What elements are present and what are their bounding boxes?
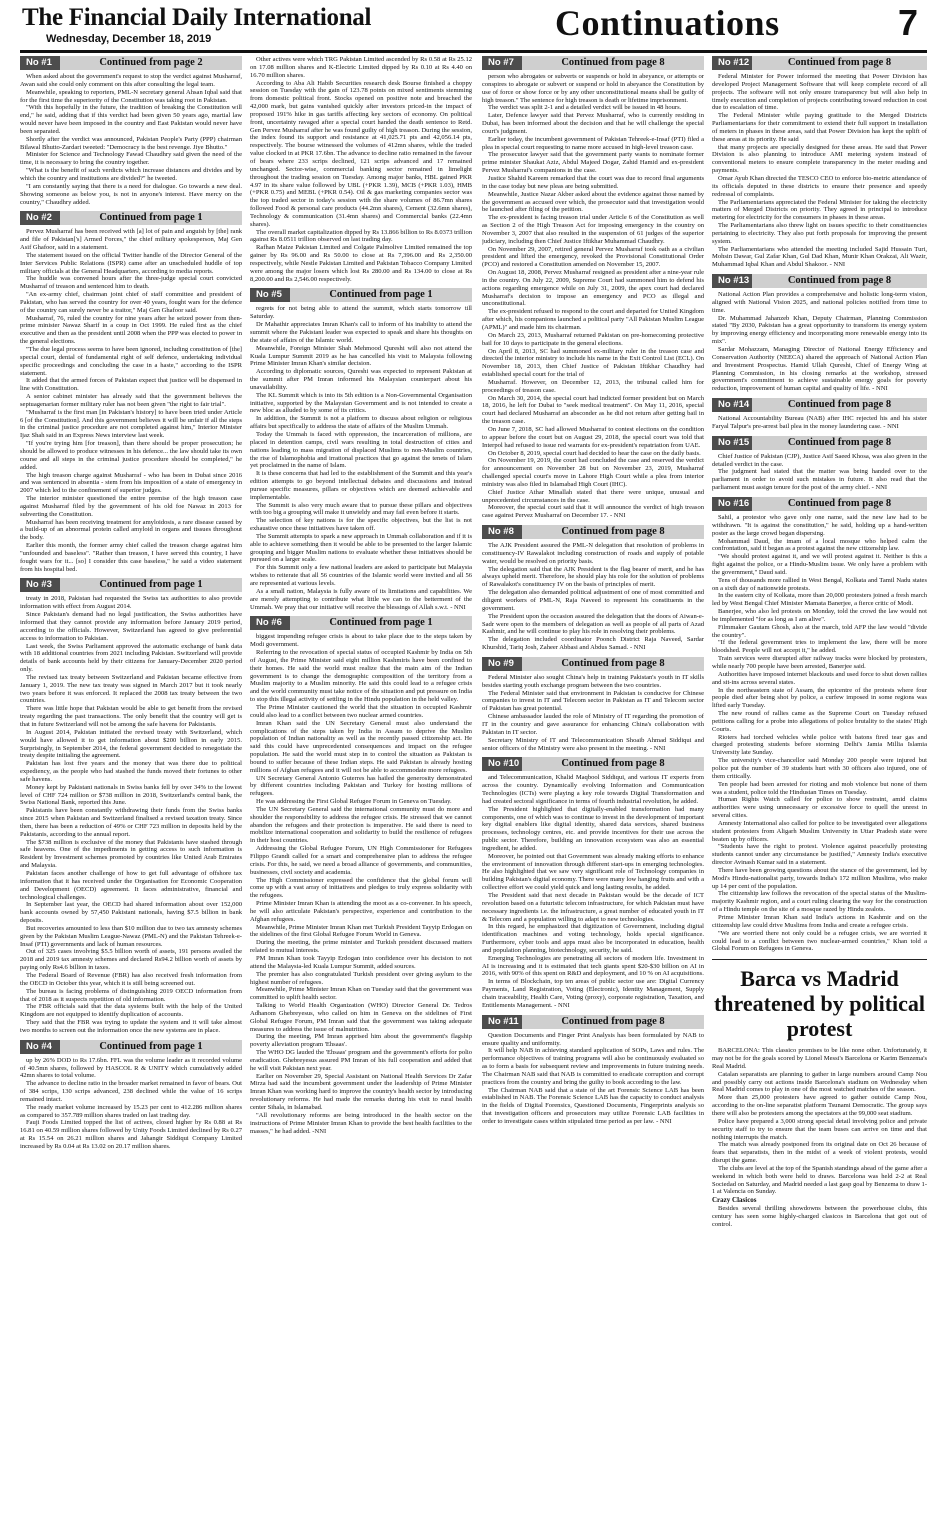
story-body (250, 56, 472, 283)
paragraph: Chief Justice of Pakistan (CJP), Justice Asif Saeed Khosa, was also given in the detailed verdict in the case. (712, 452, 927, 468)
paragraph: National Action Plan provides a comprehensive and holistic long-term vision, aligned with National Vision 2025, and national policies notified from time to time. (712, 291, 927, 314)
continuation-header (482, 525, 704, 539)
continuation-number: No #13 (712, 274, 752, 288)
story-body (482, 73, 704, 520)
paragraph: The Federal Board of Revenue (FBR) has also received fresh information from the OECD in October this year, which it is still being screened out. (20, 971, 242, 987)
continuation-number: No #4 (20, 1040, 60, 1054)
paragraph: Banerjee, who also led protests on Monday, told the crowd the law would not be implemented "for as long as I am alive". (712, 608, 927, 623)
paragraph: Emerging Technologies are penetrating all sectors of modern life. Investment in AI is increasing and it is estimated that tech giants spent $20-$30 billion on AI in 2016, with 90% of this spent on R&D and deployment, and 10 % on AI acquisitions. (482, 954, 704, 978)
continuation-story (482, 1015, 704, 1126)
continuation-number: No #10 (482, 757, 522, 771)
continuation-story (250, 56, 472, 283)
continuation-number: No #1 (20, 56, 60, 70)
paragraph: "Students have the right to protest. Violence against peacefully protesting students cannot under any circumstance be justified," Amnesty India's executive director Avinash Kumar said in a statement. (712, 843, 927, 867)
paragraph: Dr. Muhammad Jahanzeb Khan, Deputy Chairman, Planning Commission stated "By 2030, Pakistan has a great opportunity to transform its energy system by improving energy efficiency and incorporating more renewable energy into its mix". (712, 314, 927, 346)
paragraph: "We are worried there not only could be a refugee crisis, we are worried it could lead to a conflict between two nuclear-armed countries," Khan told a Global Forum on Refugees in Geneva. (712, 929, 927, 953)
paragraph: They said that the FBR was trying to update the system and it will take almost two months to screen out the information once the new systems are in place. (20, 1019, 242, 1034)
continuation-number: No #12 (712, 56, 752, 70)
paragraph: The interior minister questioned the entire premise of the high treason case against Musharraf filed by the government of his old foe Nawaz in 2013 for subverting the Constitution. (20, 495, 242, 518)
paragraph: The President said that next decade in Pakistan would be the decade of ICT revolution based on a futuristic telecom infrastructure, for which Pakistan must have necessary ingredients i.e. the infrastructure, a great number of educated youth in IT & Telecom and a population willing to adapt to new technologies. (482, 892, 704, 923)
feature-paragraph: Police have prepared a 3,000 strong special detail involving police and private security staff to try to ensure that the team buses can arrive on time and that nothing interrupts the match. (712, 1117, 927, 1141)
paragraph: Rafhan Maize Pakistan Limited and Colgate Palmolive Limited remained the top gainer by Rs 96.00 and Rs 50.00 to close at Rs 7,396.00 and Rs 2,350.00 respectively, while Nestle Pakistan Limited and Pakistan Tobacco Company Limited were among the major losers which lost Rs 280.00 and Rs 134.00 to close at Rs 8,200.00 and Rs 2,546.00 respectively. (250, 244, 472, 283)
paragraph: The statement issued on the official Twitter handle of the Director General of the Inter Services Public Relations (ISPR) came after an unscheduled huddle of top military officials at the General Headquarters, according to media reports. (20, 251, 242, 275)
story-body (482, 1032, 704, 1126)
continuation-number: No #14 (712, 398, 752, 412)
paragraph: He was addressing the First Global Refugee Forum in Geneva on Tuesday. (256, 798, 452, 806)
continuation-title: Continued from page 1 (99, 579, 203, 591)
paragraph: Minister for Science and Technology Fawad Chaudhry said given the need of the time, it is necessary to bring the country together. (20, 151, 242, 167)
paragraph: On March 23, 2013, Musharraf returned Pakistan on pre-homecoming protective bail for 10 days to participate in the general elections. (482, 331, 704, 347)
continuation-title: Continued from page 2 (99, 57, 203, 68)
paragraph: According to Aba Ali Habib Securities research desk Bourse finished a choppy session on Tuesday with the gain of 123.78 points on mixed sentiments stemming from domestic political front. Stocks opened on positive note and breached the 42,000 mark, but gains vanished quickly after investors priced-in the impact of proposed 191% hike in gas tariffs affecting key sectors of economy. On political front, uncertainty ravaged after a special court handed the death sentence to Retd. Gen Pervez Musharraf after he was found guilty of high treason. During the session, the index found its support and resistance at 41,025.71 pts and 42,056.14 pts, respectively. The bourse witnessed the volumes of 412mn shares, while the traded value clocked in at PKR 17.6bn. The advance to decline ratio remained in the favour of bears where 233 scrips declined, 121 scrips advanced and 17 remained unchanged. Sector-wise, commercial banking sector remained in limelight throughout the trading session on Tuesday. Among major banks, HBL gained PKR 4.97 in its share value followed by UBL (+PKR 1.39), MCB (+PKR 1.03), HMB (+PKR 0.75) and MEBL (+PKR 0.54). Oil & gas marketing companies sector was the top traded sector in today's session with the share volumes of 86.7mn shares followed Food & personal care products (44.2mn shares), Cement (32.6mn shares), Technology & communication (31.4mn shares) and Commercial banks (22.4mn shares). (250, 79, 472, 228)
paragraph: Federal Minister also sought China's help in training Pakistan's youth in IT skills besides starting youth exchange program between the two countries. (482, 673, 704, 689)
paragraph: Question Documents and Finger Print Analysis has been formulated by NAB to ensure quality and uniformity. (482, 1031, 704, 1047)
paragraph: There have been growing questions about the stance of the government, led by Modi's Hindu-nationalist party, towards India's 172 million Muslims, who make up 14 per cent of the population. (712, 866, 927, 890)
paragraph: As a small nation, Malaysia is fully aware of its limitations and capabilities. We are merely attempting to contribute what little we can to the betterment of the Ummah. We pray that our initiative will receive the blessings of Allah s.w.t. - NNI (250, 587, 472, 611)
paragraph: Pakistan faces another challenge of how to get full advantage of offshore tax information that it has received under the Organisation for Economic Cooperation and Development (OECD) agreement. It faces administrative, financial and technological challenges. (20, 870, 242, 901)
paragraph: Pakistanis have been constantly withdrawing their funds from the Swiss banks since 2015 when Pakistan and Switzerland finalised a revised taxation treaty. Since then, there has been a reduction of 49% or CHF 723 million in deposits held by the Pakistanis, according to the annual report. (20, 807, 242, 838)
paragraph: Meanwhile, Foreign Minister Shah Mehmood Qureshi will also not attend the Kuala Lumpur Summit 2019 as he has cancelled his visit to Malaysia following Prime Minister Imran Khan's similar decision. (250, 344, 472, 368)
continuation-story (482, 525, 704, 652)
feature-subhead: Crazy Clasicos (712, 1196, 757, 1205)
feature-paragraph: Catalan separatists are planning to gather in large numbers around Camp Nou and possibly carry out actions inside Barcelona's stadium on Wednesday when Real Madrid comes to play in one of the most watched matches of the season. (712, 1070, 927, 1094)
paragraph: Other actives were which TRG Pakistan Limited ascended by Rs 0.58 at Rs 25.12 on 17.08 million shares and K-Electric Limited dipped by Rs 0.10 at Rs 4.40 on 16.70 million shares. (250, 56, 472, 79)
continuation-story (482, 657, 704, 752)
paragraph: The President highlighted that digitally-enabled transformation had many components, one of which was to continue to invest in the development of important key digital enablers like digital identity, shared data services, shared business processes, technology centres, etc. and provide incentives for their use across the public sector. Therefore, building an innovation ecosystem was also an essential ingredient, he added. (482, 805, 704, 852)
paragraph: Meanwhile, Prime Minister Imran Khan on Tuesday said that the government was committed to uplift health sector. (250, 986, 472, 1002)
paragraph: Sardar Mohazzam, Managing Director of National Energy Efficiency and Conservation Authority (NEECA) shared the approach of National Action Plan and Investment Prospectus. Hamid Ullah Qureshi, Chief of Energy Wing at Planning Commission, in his closing remarks at the workshop, stressed government's commitment to achieve sustainable energy goals for poverty reduction, improvement of human capital and quality of life. - NNI (712, 346, 927, 393)
continuation-story (20, 56, 242, 206)
paragraph: Federal Minister for Power informed the meeting that Power Division has developed Project Management Software that will keep complete record of all projects. The software will not only ensure transparency but will also help in timely execution and completion of projects contributing toward reduction in cost due to escalation of time. (712, 73, 927, 112)
paragraph: regrets for not being able to attend the summit, which starts tomorrow till Saturday. (250, 305, 472, 321)
paragraph: It is these concerns that had led to the establishment of the Summit and this year's edition attempts to go beyond intellectual debates and discussions and instead pursue specific measures, pillars or objectives which are deemed achievable and implementable. (250, 470, 472, 501)
paragraph: The Federal Minister said that environment in Pakistan is conducive for Chinese companies to invest in IT and Telecom sector in Pakistan as IT and Telecom sector of Pakistan has great potential. (482, 689, 704, 713)
continuation-number: No #16 (712, 497, 752, 511)
paragraph: The overall market capitalization dipped by Rs 13.866 billion to Rs 8.0373 trillion against Rs 8.0511 trillion observed on last trading day. (250, 228, 472, 244)
paragraph: The selection of key nations is for the specific objectives, but the list is not exhaustive once these initiatives have taken off. (250, 517, 472, 533)
paragraph: In August 2014, Pakistan initiated the revised treaty with Switzerland, which would have allowed it to get information about $200 billion in early 2015. Surprisingly, in September 2014, the federal government decided to renegotiate the treaty despite initialing the agreement. (20, 728, 242, 760)
paragraph: "All revolutionary reforms are being introduced in the health sector on the instructions of Prime Minister Imran Khan to provide the best health facilities to the masses," he had added. -NNI (250, 1111, 472, 1135)
paragraph: When asked about the government's request to stop the verdict against Musharraf, Awan said she could only comment on this after consulting the legal team. (20, 73, 242, 88)
story-body (712, 291, 927, 393)
paragraph: Moreover, he pointed out that Government was already making efforts to enhance the environment of innovation through different start-ups in emerging technologies. He also highlighted that we saw very significant role of Technology companies in building Pakistan's digital economy. There were many low hanging fruits and with a collective effort we could yield quick and long lasting results, he added. (482, 852, 704, 892)
paragraph: The judgment had stated that the matter was being handed over to the parliament in order to avoid such mistakes in future. It also read that the parliament must assign tenure for the post of the army chief. - NNI (712, 468, 927, 492)
continuation-title: Continued from page 8 (561, 758, 665, 770)
paragraph: The high treason charge against Musharraf - who has been in Dubai since 2016 and was sentenced in absentia - stem from his imposition of a state of emergency in 2007 which led to the confinement of superior judges. (20, 471, 242, 495)
paragraph: Ten people had been arrested for rioting and mob violence but none of them was a student, police told the Hindustan Times on Tuesday. (712, 780, 927, 796)
paragraph: Omar Ayub Khan directed the TESCO CEO to enforce bio-metric attendance of its officials deputed in these districts to ensure their presence and speedy redressal of complaints. (712, 174, 927, 198)
paragraph: Sahil, a protestor who gave only one name, said the new law had to be withdrawn. "It is against the constitution," he said, holding up a hand-written poster as the large crowd began dispersing. (712, 513, 927, 537)
continuation-header (20, 56, 242, 70)
continuation-header (20, 1040, 242, 1054)
continuation-story (712, 497, 927, 953)
paragraph: The huddle was convened hours after the three-judge special court convicted Musharraf of treason and sentenced him to death. (20, 275, 242, 291)
section-title: Continuations (555, 3, 780, 43)
continuation-header (712, 497, 927, 511)
paragraph: Rioters had torched vehicles while police with batons fired tear gas and charged protesting students before storming Delhi's Jamia Millia Islamia University late Sunday. (712, 733, 927, 757)
story-body (712, 73, 927, 269)
story-body (482, 774, 704, 1009)
continuation-story (20, 1040, 242, 1151)
story-body (712, 514, 927, 953)
paragraph: Secretary Ministry of IT and Telecommunication Shoaib Ahmad Siddiqui and senior officers of the Ministry were also present in the meeting. - NNI (482, 736, 704, 752)
continuation-header (712, 56, 927, 70)
paragraph: Mohammad Daud, the imam of a local mosque who helped calm the confrontation, said it began as a protest against the new citizenship law. (712, 537, 927, 553)
continuation-header (250, 616, 472, 630)
paragraph: A senior cabinet minister has already said that the government believes the septuagenarian former military ruler has not been given "the right to fair trial". (20, 393, 242, 408)
paragraph: and Telecommunication, Khalid Maqbool Siddiqui, and various IT experts from across the country. Dynamically evolving Information and Communication Technologies (ICTs) were playing a key role towards Digital Transformation and had created sectoral significance in terms of fourth industrial revolution, he added. (482, 774, 704, 805)
feature-paragraph: BARCELONA: This classico promises to be like none other. Unfortunately, it may not be for the goals scored by Lionel Messi's Barcelona or Karim Benzema's Real Madrid. (712, 1047, 927, 1070)
paragraph: The ex-president refused to respond to the court and departed for United Kingdom after which, his companions launched a political party "All Pakistan Muslim League (APML)" and made him its chairman. (482, 308, 704, 331)
continuation-title: Continued from page 8 (787, 57, 892, 68)
continuation-title: Continued from page 1 (99, 212, 203, 224)
paragraph: Dr Mahathir appreciates Imran Khan's call to inform of his inability to attend the summit where the Pakistani leader was expected to speak and share his thoughts on the state of affairs of the Islamic world. (250, 321, 472, 344)
feature-paragraph: Besides several thrilling showdowns between the powerhouse clubs, this century has seen some highly-charged clasicos in Barcelona that got out of control. (712, 1205, 927, 1228)
continuation-number: No #5 (250, 288, 290, 302)
paragraph: The delegation also demanded political adjustment of one of most committed and diligent workers of PML-N, Raja Naveed to represent his constituents in the government. (482, 589, 704, 612)
paragraph: Earlier this month, the former army chief called the treason charge against him "unfounded and baseless". "Rather than treason, I have served this country, I have fought wars for it... [so] I consider this case baseless," he said a video statement from his hospital bed. (20, 542, 242, 573)
paragraph: In this regard, he emphasized that digitization of Government, including digital identification machines and voting technology, holds special significance. Furthermore, cyber tools and apps must also be incorporated in education, health and population planning, biotechnology, security, he said. (482, 923, 704, 954)
paragraph: In addition, the Summit is not a platform to discuss about religion or religious affairs but specifically to address the state of affairs of the Muslim Ummah. (250, 415, 472, 431)
paragraph: The WHO DG lauded the 'Ehsaas' program and the government's efforts for polio eradication. Ghebreyesus assured PM Imran of his full cooperation and added that he will visit Pakistan next year. (250, 1049, 472, 1072)
continuation-header (712, 274, 927, 288)
paragraph: "The due legal process seems to have been ignored, including constitution of [the] special court, denial of fundamental right of self defence, undertaking individual specific proceedings and concluding the case in a haste," according to the ISPR statement. (20, 346, 242, 377)
paragraph: Moreover, the special court said that it will announce the verdict of high treason case against Pervez Musharraf on December 17. - NNI (482, 504, 704, 520)
continuation-header (482, 757, 704, 771)
paragraph: "What is the benefit of such verdicts which increase distances and divides and by which the country and institutions are divided?" he tweeted. (20, 167, 242, 182)
paragraph: Money kept by Pakistani nationals in Swiss banks fell by over 34% to the lowest level of CHF 724 million or $738 million in 2018, Switzerland's central bank, the Swiss National Bank, reported this June. (20, 783, 242, 807)
paragraph: The Chairman NAB said that a state of the art Forensic Science LAB has been established in NAB. The Forensic Science LAB has the capacity to conduct analysis in the fields of Digital Forensics, Questioned Documents, Fingerprints analysis so that investigation officers and prosecutors may utilize Forensic LAB facilities in order to investigate cases within stipulated time period as per law. - NNI (482, 1086, 704, 1125)
paragraph: Earlier on November 29, Special Assistant on National Health Services Dr Zafar Mirza had said the incumbent government under the leadership of Prime Minister Imran Khan was working hard to improve the country's health sector by introducing revolutionary reforms. He had made the remarks during his visit to rural health center Sihala, in Islamabad. (250, 1072, 472, 1111)
paragraph: Prime Minister Imran Khan is attending the moot as a co-convener. In his speech, he will also articulate Pakistan's perspective, experience and contribution to the Afghan refugees. (250, 900, 472, 923)
story-body (20, 228, 242, 573)
continuation-header (482, 1015, 704, 1029)
paragraph: In the northeastern state of Assam, the epicentre of the protests where four people died after being shot by police, a curfew imposed in some regions was lifted early Tuesday. (712, 686, 927, 710)
paragraph: Out of 325 cases involving $5.5 billion worth of assets, 191 persons availed the 2018 and 2019 tax amnesty schemes and declared Rs94.2 billion worth of assets by paying only Rs4.6 billion in taxes. (20, 948, 242, 972)
paragraph: The university's vice-chancellor said Monday 200 people were injured but police put the number of 39 students hurt with 30 officers also injured, one of them critically. (712, 757, 927, 780)
continuation-header (712, 436, 927, 450)
paragraph: Shortly after the verdict was announced, Pakistan People's Party (PPP) chairman Bilawal Bhutto-Zardari tweeted: "Democracy is the best revenge. Jiye Bhutto." (20, 135, 242, 151)
paragraph: UN Secretary General Antonio Guterres has hailed the generosity demonstrated by different countries including Pakistan and Turkey for hosting millions of refugees. (250, 774, 472, 798)
paragraph: The High Commissioner expressed the confidence that the global forum will come up with a vast array of initiatives and pledges to truly express solidarity with the refugees. (250, 876, 472, 900)
paragraph: During the meeting, the prime minister and Turkish president discussed matters related to mutual interests. (250, 939, 472, 955)
story-body (250, 633, 472, 1135)
paragraph: Addressing the Global Refugee Forum, UN High Commissioner for Refugees Filippo Grandi called for a smart and comprehensive plan to address the refugee crisis. For this, he said, we need a broad alliance of governments, and communities, businesses, civil society and academia. (250, 845, 472, 876)
continuation-title: Continued from page 8 (561, 1015, 665, 1027)
continuation-number: No #7 (482, 56, 522, 70)
paper-name: The Financial Daily International (22, 4, 372, 31)
paragraph: During the meeting, PM Imran apprised him about the government's flagship poverty alleviation program 'Ehsaas'. (250, 1033, 472, 1049)
paragraph: The premier has also congratulated Turkish president over giving asylum to the highest number of refugees. (250, 970, 472, 986)
paragraph: On March 30, 2014, the special court had indicted former president but on March 18, 2016, he left for Dubai to "seek medical treatment". On May 11, 2016, special court had declared Musharraf an absconder as he did not return after getting bail in the treason case. (482, 394, 704, 426)
paragraph: In the eastern city of Kolkata, more than 20,000 protesters joined a fresh march led by West Bengal Chief Minister Mamata Banerjee, a fierce critic of Modi. (712, 592, 927, 608)
paragraph: Authorities have imposed internet blackouts and used force to shut down rallies and sit-ins across several states. (712, 670, 927, 686)
feature-paragraph: More than 25,000 protesters have agreed to gather outside Camp Nou, according to the on-line separatist platform Tsunami Democratic. The group says there will also be protesters among the spectators at the 99,000 seat stadium. (712, 1094, 927, 1117)
paragraph: up by 26% DOD to Rs 17.6bn. FFL was the volume leader as it recorded volume of 40.5mn shares, followed by HASCOL R & UNITY which cumulatively added 42mn shares to total volume. (20, 1056, 242, 1080)
paragraph: treaty in 2018, Pakistan had requested the Swiss tax authorities to also provide information with effect from August 2014. (20, 595, 242, 611)
continuation-title: Continued from page 8 (561, 526, 665, 538)
paragraph: Referring to the revocation of special status of occupied Kashmir by India on 5th of August, the Prime Minister said eight million Kashmiris have been confined to their homes. He said the world must realize that the main aim of the Indian government is to change the demographic composition of the territory from a Muslim majority to a Muslim minority. He said this could lead to a refugee crisis and the world community must take notice of the situation and put pressure on India to stop this illegal activity of settling in the Hindu population in the held valley. (250, 649, 472, 704)
feature-paragraph: The match was already postponed from its original date on Oct 26 because of fears that separatists, then in the midst of a week of violent protests, would disrupt the game. (712, 1141, 927, 1165)
continuation-header (20, 578, 242, 592)
paragraph: "With this hopefully in the future, the tradition of breaking the Constitution will end," he said, adding that if this verdict had been given 50 years ago, martial law would never have been imposed in the country and East Pakistan would never have been separated. (20, 104, 242, 135)
paragraph: Meanwhile, speaking to reporters, PML-N secretary general Ahsan Iqbal said that for the first time the superiority of the Constitution was taking root in Pakistan. (20, 88, 242, 104)
continuation-number: No #2 (20, 211, 60, 225)
paragraph: "If the federal government tries to implement the law, there will be more bloodshed. People will not accept it," he added. (712, 639, 927, 655)
continuation-story (712, 274, 927, 393)
paragraph: National Accountability Bureau (NAB) after IHC rejected his and his sister Faryal Talpur's pre-arrest bail plea in the money laundering case. - NNI (712, 415, 927, 430)
paragraph: The KL Summit which is into its 5th edition is a Non-Governmental Organisation initiative, supported by the Malaysian Government and is not intended to create a new bloc as alluded to by some of its critics. (250, 391, 472, 415)
story-body (20, 595, 242, 1034)
paragraph: On October 8, 2019, special court had decided to hear the case on the daily basis. (488, 449, 701, 457)
paragraph: There was little hope that Pakistan would be able to get benefit from the revised treaty regarding the past transactions. The only benefit that the country will get is that in future Switzerland will not be among the safe havens for Pakistanis. (20, 705, 242, 728)
story-body (712, 453, 927, 492)
paragraph: The verdict was split 2-1 and a detailed verdict will be issued in 48 hours. (488, 104, 682, 112)
continuation-title: Continued from page 8 (787, 497, 892, 509)
paragraph: "An ex-army chief, chairman joint chief of staff committee and president of Pakistan, who has served the country for over 40 years, fought wars for the defence of the country can surely never be a traitor," Maj Gen Ghafoor said. (20, 291, 242, 314)
continuation-number: No #11 (482, 1015, 522, 1029)
paragraph: The new round of rallies came as the Supreme Court on Tuesday refused petitions calling for a probe into allegations of police brutality to the states' High Courts. (712, 710, 927, 733)
paragraph: The bureau is facing problems of distinguishing 2019 OECD information from that of 2018 as it suspects repetition of old information. (20, 987, 242, 1003)
page-number: 7 (898, 2, 919, 43)
paragraph: On June 7, 2018, SC had allowed Musharraf to contest elections on the condition to appear before the court but on August 29, 2018, the special court was told that Interpol had refused to issue red warrants for ex-president's repatriation from UAE. (482, 425, 704, 449)
paragraph: The Prime Minister cautioned the world that the situation in occupied Kashmir could also lead to a conflict between two nuclear armed countries. (250, 703, 472, 719)
paragraph: Fauji Foods Limited topped the list of actives, closed higher by Rs 0.88 at Rs 16.81 on 40.59 million shares followed by Unity Foods Limited declined by Rs 0.27 at Rs 15.54 on 26.21 million shares and Jahangir Siddiqui Company Limited increased by Rs 0.04 at Rs 13.02 on 20.17 million shares. (20, 1119, 242, 1150)
paragraph: Musharraf. However, on December 12, 2013, the tribunal called him for proceedings of treason case. (482, 378, 704, 394)
story-body (712, 415, 927, 431)
continuation-number: No #15 (712, 436, 752, 450)
paragraph: For this Summit only a few national leaders are asked to participate but Malaysia wishes to reiterate that all 56 countries of the Islamic world were invited and all 56 are represented at various levels. (250, 564, 472, 587)
paragraph: person who abrogates or subverts or suspends or hold in abeyance, or attempts or conspires to abrogate or subvert or suspend or hold in abeyance the Constitution by use of force or show force or by any other unconstitutional means shall be guilty of high treason." The sentence for high treason is death or lifetime imprisonment. (482, 73, 704, 104)
paragraph: The Federal Minister while paying gratitude to the Merged Districts Parliamentarians for their commitment to extend their full support in installation of meters in phases in these areas, said that Power Division has kept the uplift of these areas at its priority. He said (712, 112, 927, 143)
continuation-story (20, 578, 242, 1034)
column-2 (250, 56, 472, 1534)
paragraph: Filmmaker Gautam Ghosh, also at the march, told AFP the law would "divide the country". (712, 623, 927, 639)
story-body (20, 1057, 242, 1151)
paragraph: On November 29, 2007, retired general Pervez Musharraf took oath as a civilian president and lifted the emergency, revoked the Provisional Constitutional Order (PCO) and restored a Constitution amended on November 15, 2007. (482, 245, 704, 269)
continuation-title: Continued from page 8 (561, 657, 665, 669)
paragraph: Last week, the Swiss Parliament approved the automatic exchange of bank data with 18 additional countries from 2021 including Pakistan. Switzerland will provide details of bank accounts held by their citizens for January-December 2020 period only. (20, 642, 242, 674)
paragraph: biggest impending refugee crisis is about to take place due to the steps taken by Modi government. (250, 633, 472, 649)
paragraph: On August 18, 2008, Pervez Musharraf resigned as president after a nine-year rule in the country. On July 22, 2009, Supreme Court had summoned him to defend his actions regarding emergence while on July 31, 2009, the apex court had declared Musharraf's decision to impose an emergency and PCO as illegal and unconstitutional. (482, 269, 704, 308)
continuation-header (250, 288, 472, 302)
paragraph: Today the Ummah is faced with oppression, the incarceration of millions, are placed in detention camps, civil wars resulting in total destruction of cities and nations leading to mass migration of displaced Muslims to non-Muslim countries, the rise of Islamophobia and irrational practices that go against the tenets of Islam yet proclaimed in the name of Islam. (250, 430, 472, 470)
masthead (0, 0, 945, 52)
paragraph: Tens of thousands more rallied in West Bengal, Kolkata and Tamil Nadu states on a sixth day of nationwide protests. (712, 576, 927, 592)
feature-headline: Barca vs Madrid threatened by political protest (712, 959, 927, 1041)
continuation-title: Continued from page 1 (329, 617, 433, 629)
continuation-header (20, 211, 242, 225)
story-body (20, 73, 242, 206)
continuation-title: Continued from page 8 (561, 57, 665, 68)
paragraph: "If you're trying him [for treason], than there should be proper prosecution; he should be allowed to produce witnesses in his defence... the law should take its own course and all steps in the criminal justice procedure should be completed," he added. (20, 440, 242, 471)
paragraph: The delegation included coordinator Poonch District Raja Naveed, Sardar Khurshid, Tariq Josh, Zaheer Abbasi and Abdus Samad. - NNI (482, 636, 704, 652)
paragraph: In terms of Blockchain, top ten areas of public sector use are: Digital Currency Payments, Land Registration, Voting (Electronic), Identity Management, Supply chain traceability, Health Care, Voting (proxy), corporate registration, Taxation, and Entitlements Management. - NNI (482, 978, 704, 1009)
continuation-number: No #3 (20, 578, 60, 592)
paragraph: It added that the armed forces of Pakistan expect that justice will be dispensed in line with Constitution. (20, 377, 242, 393)
paragraph: The Summit is also very much aware that to pursue these pillars and objectives with too big a grouping will make it unwieldy and may fail even before it starts. (250, 501, 472, 517)
column-1 (20, 56, 242, 1534)
continuation-story (250, 616, 472, 1135)
continuation-header (712, 398, 927, 412)
paragraph: Chief Justice Athar Minallah stated that there were unique, unusual and unprecedented circumstances in the case. (482, 488, 704, 504)
paragraph: PM Imran Khan took Tayyip Erdogan into confidence over his decision to not attend the Malaysia-led Kuala Lumpur Summit, added sources. (250, 954, 472, 970)
paragraph: Meanwhile, Justice Nazar Akber asked about the evidence against those named by the government as accused over which, the prosecutor said that investigation would be launched after filing of the petition. (482, 190, 704, 214)
paragraph: Amnesty International also called for police to be investigated over allegations student protesters from Aligarh Muslim University in Uttar Pradesh state were beaten up by officers. (712, 819, 927, 843)
story-body (482, 542, 704, 652)
paragraph: The AJK President assured the PML-N delegation that resolution of problems in constituency-IV Rawalakot including construction of roads and supply of potable water, would be resolved on priority basis. (482, 542, 704, 565)
masthead-rule (20, 50, 927, 53)
continuation-story (250, 288, 472, 611)
story-body (250, 305, 472, 611)
continuation-story (712, 398, 927, 431)
continuation-story (482, 757, 704, 1009)
paragraph: Train services were disrupted after railway tracks were blocked by protesters, while nearly 700 people have been arrested, Banerjee said. (712, 655, 927, 670)
paragraph: The ex-president is facing treason trial under Article 6 of the Constitution as well as Section 2 of the High Treason Act for imposing emergency in the country on November 3, 2007 that also resulted in the suspension of 61 judges of the superior judiciary, including then Chief Justice Iftikhar Muhammad Chaudhry. (482, 214, 704, 245)
paragraph: In September last year, the OECD had shared information about over 152,000 bank accounts owned by 57,450 Pakistani nationals, having $7.5 billion in bank deposits. (20, 901, 242, 925)
continuation-story (20, 211, 242, 573)
continuation-title: Continued from page 8 (787, 436, 892, 448)
feature-paragraph: The clubs are level at the top of the Spanish standings ahead of the game after a weekend in which both were held to draws. Barcelona was held 2-2 at Real Sociedad on Saturday, and Madrid needed a last gasp goal by Benzema to draw 1-1 at Valencia on Sunday. (712, 1164, 927, 1196)
continuation-title: Continued from page 8 (787, 399, 892, 411)
paragraph: Musharraf, 76, ruled the country for nine years after he seized power from then-prime minister Nawaz Sharif in a coup in Oct 1999. He ruled first as the chief executive and then as the president until 2008 when the PPP was elected to power in the general elections. (20, 314, 242, 346)
paragraph: Pakistan has lost five years and the money that was there due to political expediency, as the people who had stashed the funds moved their fortunes to other safe havens. (20, 760, 242, 783)
paragraph: Meanwhile, Prime Minister Imran Khan met Turkish President Tayyip Erdogan on the sidelines of the first Global Refugee Forum World in Geneva. (250, 923, 472, 939)
column-4 (712, 56, 927, 1534)
paragraph: According to diplomatic sources, Qureshi was expected to represent Pakistan at the summit after PM Imran informed his Malaysian counterpart about his unavailability. (250, 368, 472, 391)
continuation-header (482, 657, 704, 671)
paragraph: "We should protest against it, and we will protest against it. Neither is this a fight against the police, or a Hindu-Muslim issue. We only have a problem with the government," Daud said. (712, 553, 927, 576)
column-3 (482, 56, 704, 1534)
paragraph: Justice Shahid Kareem remarked that the court was due to record final arguments in the case today but new pleas are being submitted. (482, 174, 704, 190)
paragraph: "I am constantly saying that there is a need for dialogue. Go towards a new deal. Showing someone as below you, is not in anyone's interest. Have mercy on the country," Chaudhry added. (20, 182, 242, 206)
paragraph: The Summit attempts to spark a new approach in Ummah collaboration and if it is able to achieve something then it would be able to be presented to the larger Islamic grouping and bigger Muslim nations to evaluate whether these initiatives should be pursued on a larger scale. (250, 532, 472, 564)
continuation-header (482, 56, 704, 70)
paragraph: The advance to decline ratio in the broader market remained in favor of bears. Out of 384 scrips, 130 scrips advanced, 238 declined while the value of 16 scrips remained intact. (20, 1080, 242, 1103)
paragraph: The Parliamentarians also threw light on issues specific to their constituencies pertaining to electricity. They also put forth proposals for improving the present system. (712, 222, 927, 245)
paragraph: The ready market volume increased by 15.23 per cent to 412.286 million shares as compared to 357.789 million shares traded on last trading day. (20, 1103, 242, 1119)
paragraph: The Parliamentarians who attended the meeting included Sajid Hussain Turi, Mohsin Dawar, Gul Zafar Khan, Gul Dad Khan, Munir Khan Orakzai, Ali Wazir, Muhammad Iqbal Khan and Abdul Shakoor. - NNI (712, 245, 927, 269)
paragraph: On April 8, 2013, SC had summoned ex-military ruler in the treason case and directed the interior ministry to include his name in the Exit Control List (ECL). On November 18, 2013, then Chief Justice of Pakistan Iftikhar Chaudhry had established special court for the trial of (482, 347, 704, 379)
paragraph: The revised tax treaty between Switzerland and Pakistan became effective from January 1, 2019. The new tax treaty was signed in March 2017 but it took nearly two years before it was enforced. It replaced the 2008 tax treaty between the two countries. (20, 673, 242, 705)
paragraph: Imran Khan said the UN Secretary General must also understand the complications of the steps taken by India in Assam to deprive the Muslim population of Indian nationality as well as the recently passed citizenship act. He said this could have unprecedented consequences and impact on the refugee population. He said the world must step in to control the situation as Pakistan is bound to suffer because of these Indian steps. He said Pakistan is already hosting millions of Afghan refugees and it will not be able to accommodate more refugees. (250, 719, 472, 774)
continuation-story (712, 56, 927, 269)
paragraph: The prosecutor lawyer said that the government party wants to nominate former prime minister Shaukat Aziz, Abdul Majeed Dogar, Zahid Hamid and ex-president Pervez Musharraf's companions in the case. (482, 151, 704, 175)
paragraph: The President upon the occasion assured the delegation that the doors of Aiwan-e-Sadr were open to the members of delegation as well as people of all parts of Azad Kashmir, and he will continue to play his role in resolving their problems. (482, 612, 704, 636)
paragraph: that many projects are specially designed for these areas. He said that Power Division is also planning to introduce AMI metering system instead of conventional meters to ensure complete transparency in the meter reading and payments. (712, 143, 927, 175)
paragraph: Since Pakistan's demand had no legal justification, the Swiss authorities have informed that they cannot provide any information before January 2019 period, according to the officials. However, Switzerland has agreed to give preferential access to information to Pakistan. (20, 611, 242, 642)
paragraph: But recoveries amounted to less than $10 million due to two tax amnesty schemes given by the Pakistan Muslim League-Nawaz (PML-N) and the Pakistan Tehreek-e-Insaf (PTI) governments and lack of human resources. (20, 924, 242, 948)
paragraph: Later, Defence lawyer said that Pervez Musharraf, who is currently residing in Dubai, has been informed about the decision and that he will challenge the special court's judgment. (482, 112, 704, 135)
story-body (482, 674, 704, 752)
paragraph: It will help NAB in achieving standard application of SOPs, Laws and rules. The performance objectives of training programs will also be continuously evaluated so as to form a basis for subsequent review and improvements in future training needs. The Chairman NAB said that NAB is committed to eradicate corruption and corrupt practices from the country and bring the guilty to book according to the law. (482, 1047, 704, 1086)
paragraph: Talking to World Health Organization (WHO) Director General Dr. Tedros Adhanom Ghebreyesus, who called on him in Geneva on the sidelines of First Global Refugee Forum, PM Imran said that the government was taking adequate measures to address the issue of malnutrition. (250, 1002, 472, 1033)
paragraph: Prime Minister Imran Khan said India's actions in Kashmir and on the citizenship law could drive Muslims from India and create a refugee crisis. (712, 914, 927, 929)
paragraph: Pervez Musharraf has been received with [a] lot of pain and anguish by [the] rank and file of Pakistan['s] Armed Forces," the chief military spokesperson, Maj Gen Asif Ghafoor, said in a statement. (20, 228, 242, 252)
paragraph: The citizenship law follows the revocation of the special status of the Muslim-majority Kashmir region, and a court ruling clearing the way for the construction of a Hindu temple on the site of a mosque razed by Hindu zealots. (712, 890, 927, 914)
continuation-number: No #9 (482, 657, 522, 671)
issue-date: Wednesday, December 18, 2019 (46, 33, 212, 45)
paragraph: Chinese ambassador lauded the role of Ministry of IT regarding the promotion of IT in the country and gave assurance for enhancing China's collaboration with Pakistan in IT sector. (482, 713, 704, 736)
continuation-story (482, 56, 704, 520)
paragraph: Human Rights Watch called for police to show restraint, amid claims authorities were using unnecessary or excessive force to quell the unrest in several cities. (712, 796, 927, 820)
paragraph: On November 19, 2019, the court had concluded the case and reserved the verdict for announcement on November 28 but on November 23, 2019, Musharraf challenged special court's move in Lahore High Court while a plea from interior ministry was also filed in Islamabad High Court (IHC). (482, 457, 704, 488)
paragraph: The $738 million is exclusive of the money that Pakistanis have stashed through safe heavens. One of the impediments in getting access to such information is Resident by Investment schemes promoted by countries like United Arab Emirates and Malaysia. (20, 838, 242, 870)
continuation-story (712, 436, 927, 492)
continuation-number: No #6 (250, 616, 290, 630)
paragraph: The UN Secretary General said the international community must do more and shoulder the responsibility to address the refugee crisis. He stressed that we cannot abandon the refugees and their protection is imperative. He said there is need to mobilize international cooperation and solidarity to build the resilience of refugees in their host countries. (250, 805, 472, 845)
continuation-number: No #8 (482, 525, 522, 539)
continuation-title: Continued from page 8 (787, 275, 892, 287)
paragraph: The FBR officials said that the data systems built with the help of the United Kingdom are not equipped to identify duplication of accounts. (20, 1003, 242, 1019)
paragraph: Musharraf has been receiving treatment for amyloidosis, a rare disease caused by a build-up of an abnormal protein called amyloid in organs and tissues throughout the body. (20, 518, 242, 542)
paragraph: The Parliamentarians appreciated the Federal Minister for taking the electricity matters of Merged Districts on priority. They agreed in principal to introduce metering for electricity for the consumers in phases in these areas. (712, 198, 927, 222)
continuation-title: Continued from page 1 (99, 1040, 203, 1052)
paragraph: Earlier today, the incumbent government of Pakistan Tehreek-e-Insaf (PTI) filed a plea in special court requesting to name more accused in high-level treason case. (482, 135, 704, 151)
paragraph: The delegation said that the AJK President is the flag bearer of merit, and he has always upheld merit. Therefore, he should play his role for the solution of problems of Rawalakot's constituency IV on the basis of principles of merit. (482, 565, 704, 589)
paragraph: "Musharraf is the first man [in Pakistan's history] to have been tried under Article 6 [of the Constitution]. And this government believes it will be unfair if all the steps in the criminal justice procedure are not completed against him," Interior Minister Ijaz Shah said in an Express News interview last week. (20, 408, 242, 440)
continuation-title: Continued from page 1 (329, 289, 433, 301)
